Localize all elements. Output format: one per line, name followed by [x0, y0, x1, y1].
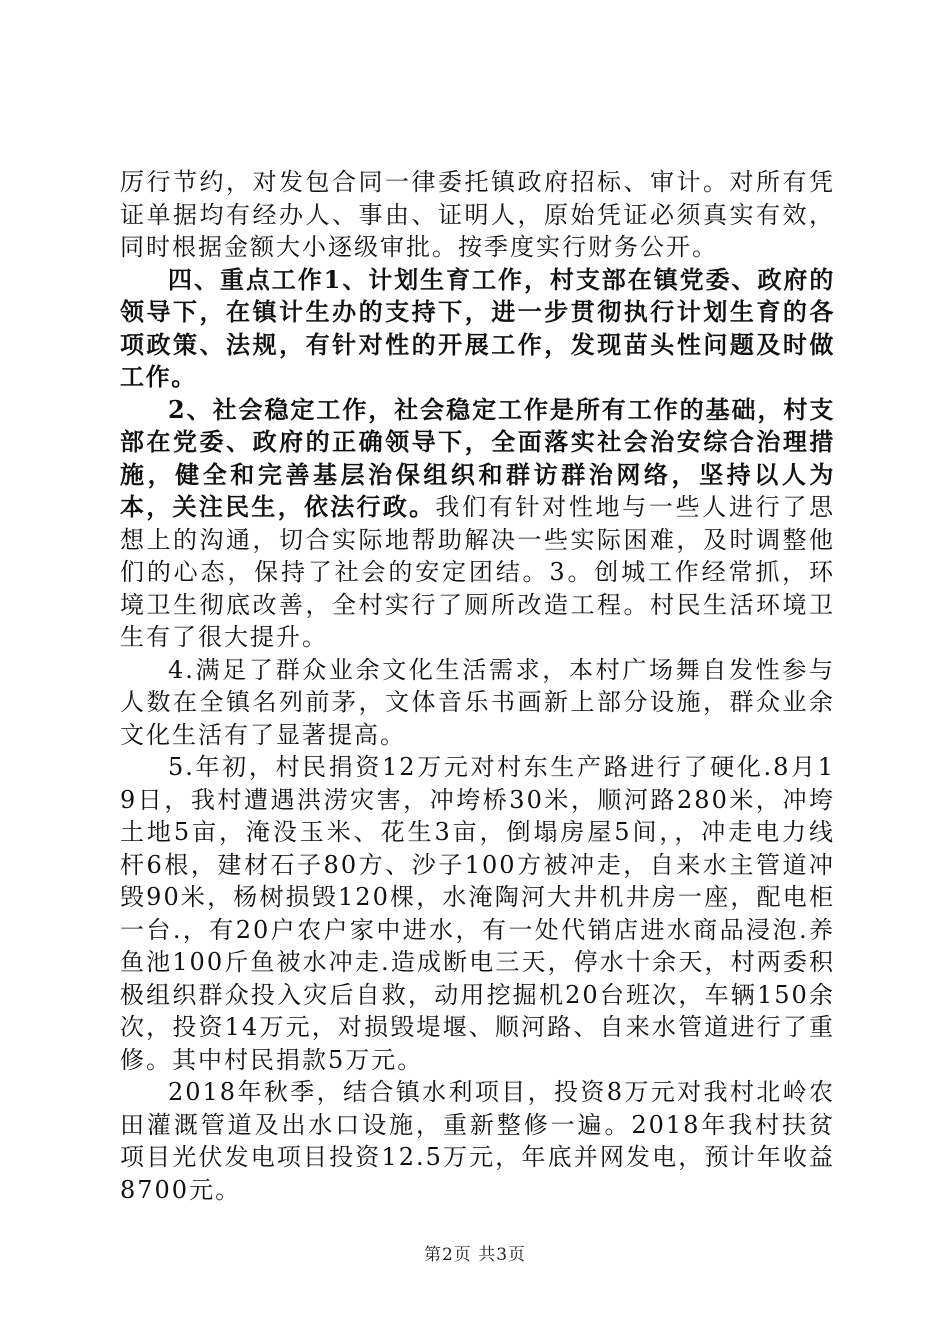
page-footer	[0, 1240, 950, 1265]
document-body	[120, 166, 835, 1206]
paragraph-bold-text: 2、社会稳定工作，社会稳定工作是所有工作的基础，村支部在党委、政府的正确领导下，全面落实社会治安综合治理措施，健全和完善基层治保组织和群访群治网络，坚持以人为本，关注民生，依法行政。	[120, 394, 835, 521]
paragraph-text: 2018年秋季，结合镇水利项目，投资8万元对我村北岭农田灌溉管道及出水口设施，重新整修一遍。2018年我村扶贫项目光伏发电项目投资12.5万元，年底并网发电，预计年收益8700元。	[120, 1078, 835, 1204]
paragraph-culture	[120, 654, 835, 752]
paragraph-text: 我们有针对性地与一些人进行了思想上的沟通，切合实际地帮助解决一些实际困难，及时调整他们的心态，保持了社会的安定团结。3。创城工作经常抓，环境卫生彻底改善，全村实行了厕所改造工程。村民生活环境卫生有了很大提升。	[120, 493, 836, 651]
paragraph-irrigation-solar	[120, 1076, 835, 1206]
paragraph-text: 5.年初，村民捐资12万元对村东生产路进行了硬化.8月19日，我村遭遇洪涝灾害，冲垮桥30米，顺河路280米，冲垮土地5亩，淹没玉米、花生3亩，倒塌房屋5间，，冲走电力线杆6根，建材石子80方、沙子100方被冲走，自来水主管道冲毁90米，杨树损毁120棵，水淹陶河大井机井房一座，配电柜一台.，有20户农户家中进水，有一处代销店进水商品浸泡.养鱼池100斤鱼被水冲走.造成断电三天，停水十余天，村两委积极组织群众投入灾后自救，动用挖掘机20台班次，车辆150余次，投资14万元，对损毁堤堰、顺河路、自来水管道进行了重修。其中村民捐款5万元。	[120, 753, 835, 1074]
paragraph-social-stability	[120, 394, 835, 654]
paragraph-text: 4.满足了群众业余文化生活需求，本村广场舞自发性参与人数在全镇名列前茅，文体音乐书画新上部分设施，群众业余文化生活有了显著提高。	[120, 655, 835, 749]
paragraph-flood	[120, 751, 835, 1076]
paragraph-key-work	[120, 264, 835, 394]
paragraph-text: 四、重点工作1、计划生育工作，村支部在镇党委、政府的领导下，在镇计生办的支持下，进一步贯彻执行计划生育的各项政策、法规，有针对性的开展工作，发现苗头性问题及时做工作。	[120, 264, 835, 391]
page-number: 第2页 共3页	[423, 1245, 527, 1265]
paragraph-text: 厉行节约，对发包合同一律委托镇政府招标、审计。对所有凭证单据均有经办人、事由、证明人，原始凭证必须真实有效，同时根据金额大小逐级审批。按季度实行财务公开。	[120, 168, 835, 261]
paragraph-finance	[120, 166, 835, 264]
